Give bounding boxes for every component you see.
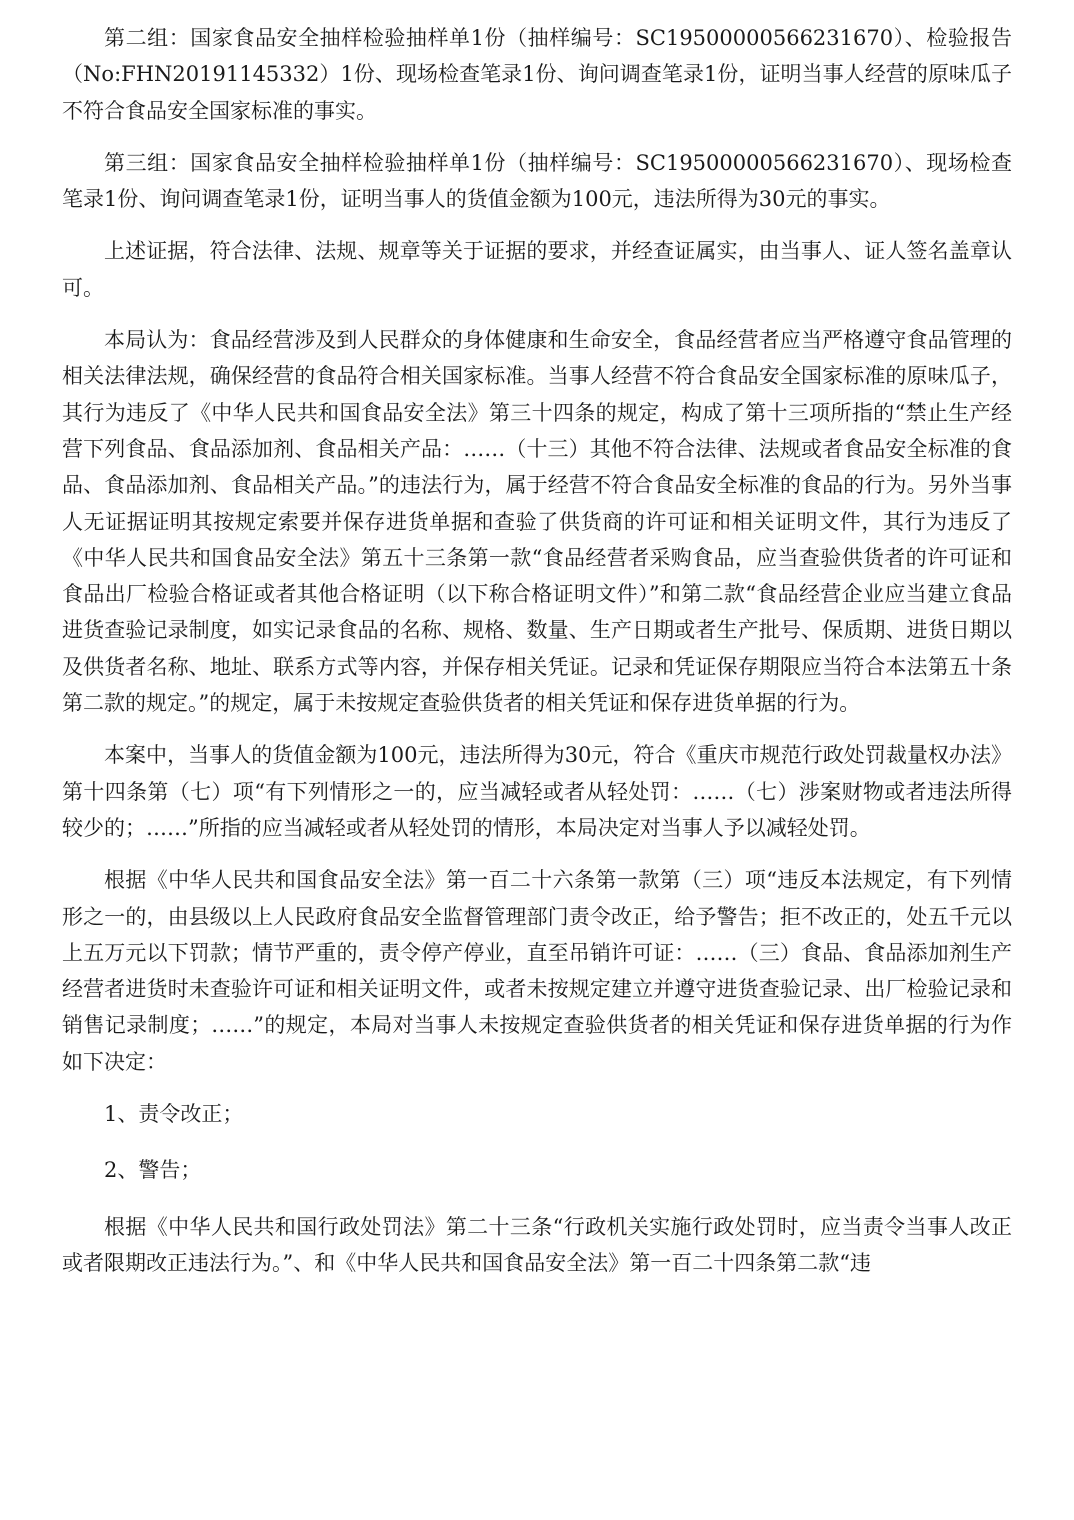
- paragraph-evidence-group-2: 第二组：国家食品安全抽样检验抽样单1份（抽样编号：SC19500000566231670）、检验报告（No:FHN20191145332）1份、现场检查笔录1份、询问调查笔录1份，证明当事人经营的原味瓜子不符合食品安全国家标准的事实。: [62, 26, 1012, 123]
- paragraph-legal-basis: 根据《中华人民共和国食品安全法》第一百二十六条第一款第（三）项“违反本法规定，有下列情形之一的，由县级以上人民政府食品安全监督管理部门责令改正，给予警告；拒不改正的，处五千元以上五万元以下罚款；情节严重的，责令停产停业，直至吊销许可证：……（三）食品、食品添加剂生产经营者进货时未查验许可证和相关证明文件，或者未按规定建立并遵守进货查验记录、出厂检验记录和销售记录制度；……”的规定，本局对当事人未按规定查验供货者的相关凭证和保存进货单据的行为作如下决定：: [62, 868, 1012, 1074]
- paragraph-evidence-group-3: 第三组：国家食品安全抽样检验抽样单1份（抽样编号：SC19500000566231670）、现场检查笔录1份、询问调查笔录1份，证明当事人的货值金额为100元，违法所得为30元的事实。: [62, 150, 1012, 212]
- paragraph-bureau-opinion: 本局认为：食品经营涉及到人民群众的身体健康和生命安全，食品经营者应当严格遵守食品管理的相关法律法规，确保经营的食品符合相关国家标准。当事人经营不符合食品安全国家标准的原味瓜子，其行为违反了《中华人民共和国食品安全法》第三十四条的规定，构成了第十三项所指的“禁止生产经营下列食品、食品添加剂、食品相关产品：……（十三）其他不符合法律、法规或者食品安全标准的食品、食品添加剂、食品相关产品。”的违法行为，属于经营不符合食品安全标准的食品的行为。另外当事人无证据证明其按规定索要并保存进货单据和查验了供货商的许可证和相关证明文件，其行为违反了《中华人民共和国食品安全法》第五十三条第一款“食品经营者采购食品，应当查验供货者的许可证和食品出厂检验合格证或者其他合格证明（以下称合格证明文件）”和第二款“食品经营企业应当建立食品进货查验记录制度，如实记录食品的名称、规格、数量、生产日期或者生产批号、保质期、进货日期以及供货者名称、地址、联系方式等内容，并保存相关凭证。记录和凭证保存期限应当符合本法第五十条第二款的规定。”的规定，属于未按规定查验供货者的相关凭证和保存进货单据的行为。: [62, 328, 1012, 716]
- decision-item-1: 1、责令改正；: [104, 1102, 244, 1127]
- paragraph-mitigation: 本案中，当事人的货值金额为100元，违法所得为30元，符合《重庆市规范行政处罚裁量权办法》第十四条第（七）项“有下列情形之一的，应当减轻或者从轻处罚：……（七）涉案财物或者违法所得较少的；……”所指的应当减轻或者从轻处罚的情形，本局决定对当事人予以减轻处罚。: [62, 743, 1012, 840]
- paragraph-admin-penalty-law: 根据《中华人民共和国行政处罚法》第二十三条“行政机关实施行政处罚时，应当责令当事人改正或者限期改正违法行为。”、和《中华人民共和国食品安全法》第一百二十四条第二款“违: [62, 1214, 1012, 1275]
- decision-item-2: 2、警告；: [104, 1158, 202, 1183]
- paragraph-evidence-summary: 上述证据，符合法律、法规、规章等关于证据的要求，并经查证属实，由当事人、证人签名盖章认可。: [62, 239, 1012, 300]
- document-page: [62, 20, 1012, 1297]
